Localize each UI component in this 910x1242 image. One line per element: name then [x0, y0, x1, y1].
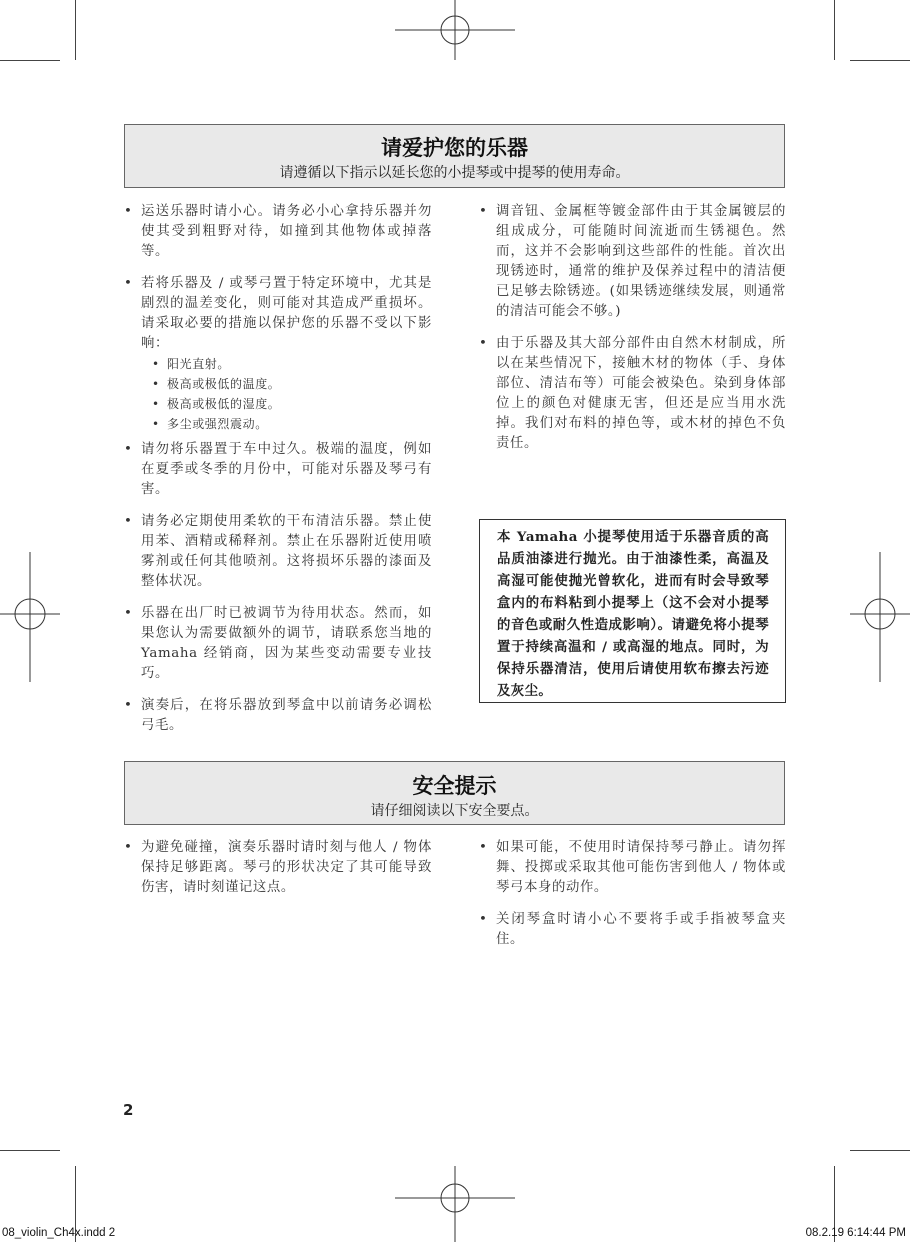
- safety-left-column: [124, 838, 432, 910]
- safety-title: 安全提示: [412, 774, 497, 798]
- list-item: [479, 910, 786, 950]
- care-title: 请爱护您的乐器: [381, 136, 528, 160]
- page-number: 2: [123, 1101, 134, 1119]
- registration-mark-right: [850, 552, 910, 682]
- safety-right-column: [479, 838, 786, 962]
- bullet-icon: •: [152, 357, 160, 371]
- list-item: [124, 202, 432, 262]
- care-item-adjustment: 乐器在出厂时已被调节为待用状态。然而，如果您认为需要做额外的调节，请联系您当地的 Yamaha 经销商，因为某些变动需要专业技巧。: [141, 606, 432, 681]
- sub-list-item: [141, 374, 432, 394]
- list-item: [479, 202, 786, 322]
- bullet-icon: •: [152, 377, 160, 391]
- registration-mark-top: [395, 0, 515, 60]
- bullet-icon: •: [479, 204, 488, 219]
- bullet-icon: •: [124, 204, 133, 219]
- safety-banner: [124, 761, 785, 825]
- crop-mark: [0, 1150, 60, 1151]
- list-item: [124, 440, 432, 500]
- safety-item-bow-still: 如果可能，不使用时请保持琴弓静止。请勿挥舞、投掷或采取其他可能伤害到他人 / 物体或琴弓本身的动作。: [496, 840, 786, 895]
- sub-list-item: [141, 354, 432, 374]
- bullet-icon: •: [152, 397, 160, 411]
- care-item-transport: 运送乐器时请小心。请务必小心拿持乐器并勿使其受到粗野对待，如撞到其他物体或掉落等。: [141, 204, 432, 259]
- care-item-bow: 演奏后，在将乐器放到琴盒中以前请务必调松弓毛。: [141, 698, 432, 733]
- crop-mark: [834, 0, 835, 60]
- bullet-icon: •: [124, 442, 133, 457]
- care-item-wood: 由于乐器及其大部分部件由自然木材制成，所以在某些情况下，接触木材的物体（手、身体部位、清洁布等）可能会被染色。染到身体部位上的颜色对健康无害，但还是应当用水洗掉。我们对布料的掉色等，或木材的掉色不负责任。: [496, 336, 786, 451]
- registration-mark-bottom: [395, 1166, 515, 1242]
- bullet-icon: •: [124, 606, 133, 621]
- crop-mark: [850, 60, 910, 61]
- care-item-cleaning: 请务必定期使用柔软的干布清洁乐器。禁止使用苯、酒精或稀释剂。禁止在乐器附近使用喷雾剂或任何其他喷剂。这将损坏乐器的漆面及整体状况。: [141, 514, 432, 589]
- care-banner: [124, 124, 785, 188]
- bullet-icon: •: [152, 417, 160, 431]
- list-item: [124, 604, 432, 684]
- registration-mark-left: [0, 552, 60, 682]
- varnish-notice-box: 本 Yamaha 小提琴使用适于乐器音质的高品质油漆进行抛光。由于油漆性柔，高温及高湿可能使抛光曾软化，进而有时会导致琴盒内的布料粘到小提琴上（这不会对小提琴的音色或耐久性造成影响）。请避免将小提琴置于持续高温和 / 或高湿的地点。同时，为保持乐器清洁，使用后请使用软布擦去污迹及灰尘。: [479, 519, 786, 703]
- crop-mark: [0, 60, 60, 61]
- safety-item-case: 关闭琴盒时请小心不要将手或手指被琴盒夹住。: [496, 912, 786, 947]
- list-item: [124, 512, 432, 592]
- bullet-icon: •: [479, 336, 488, 351]
- crop-mark: [850, 1150, 910, 1151]
- bullet-icon: •: [124, 698, 133, 713]
- condition-humidity: 极高或极低的湿度。: [167, 397, 281, 411]
- care-left-column: [124, 202, 432, 748]
- bullet-icon: •: [124, 514, 133, 529]
- condition-temperature: 极高或极低的温度。: [167, 377, 281, 391]
- care-item-plating: 调音钮、金属框等镀金部件由于其金属镀层的组成成分，可能随时间流逝而生锈褪色。然而，这并不会影响到这些部件的性能。首次出现锈迹时，通常的维护及保养过程中的清洁便已足够去除锈迹。(如果锈迹继续发展，则通常的清洁可能会不够。): [496, 204, 786, 319]
- sub-list-item: [141, 394, 432, 414]
- bullet-icon: •: [124, 840, 133, 855]
- care-subtitle: 请遵循以下指示以延长您的小提琴或中提琴的使用寿命。: [279, 165, 630, 181]
- slug-timestamp: 08.2.19 6:14:44 PM: [805, 1227, 906, 1239]
- list-item: [124, 696, 432, 736]
- condition-sunlight: 阳光直射。: [167, 357, 231, 371]
- sub-list-item: [141, 414, 432, 434]
- slug-filename: 08_violin_Ch4x.indd 2: [2, 1227, 116, 1239]
- safety-subtitle: 请仔细阅读以下安全要点。: [370, 803, 539, 819]
- care-right-column: [479, 202, 786, 466]
- condition-dust-vibration: 多尘或强烈震动。: [167, 417, 268, 431]
- list-item: [479, 334, 786, 454]
- care-item-car: 请勿将乐器置于车中过久。极端的温度，例如在夏季或冬季的月份中，可能对乐器及琴弓有害。: [141, 442, 432, 497]
- safety-item-distance: 为避免碰撞，演奏乐器时请时刻与他人 / 物体保持足够距离。琴弓的形状决定了其可能导致伤害，请时刻谨记这点。: [141, 840, 432, 895]
- crop-mark: [75, 0, 76, 60]
- bullet-icon: •: [479, 912, 488, 927]
- care-item-environment: 若将乐器及 / 或琴弓置于特定环境中，尤其是剧烈的温差变化，则可能对其造成严重损坏。请采取必要的措施以保护您的乐器不受以下影响：: [141, 276, 432, 351]
- list-item: [124, 838, 432, 898]
- list-item: [124, 274, 432, 434]
- bullet-icon: •: [124, 276, 133, 291]
- list-item: [479, 838, 786, 898]
- bullet-icon: •: [479, 840, 488, 855]
